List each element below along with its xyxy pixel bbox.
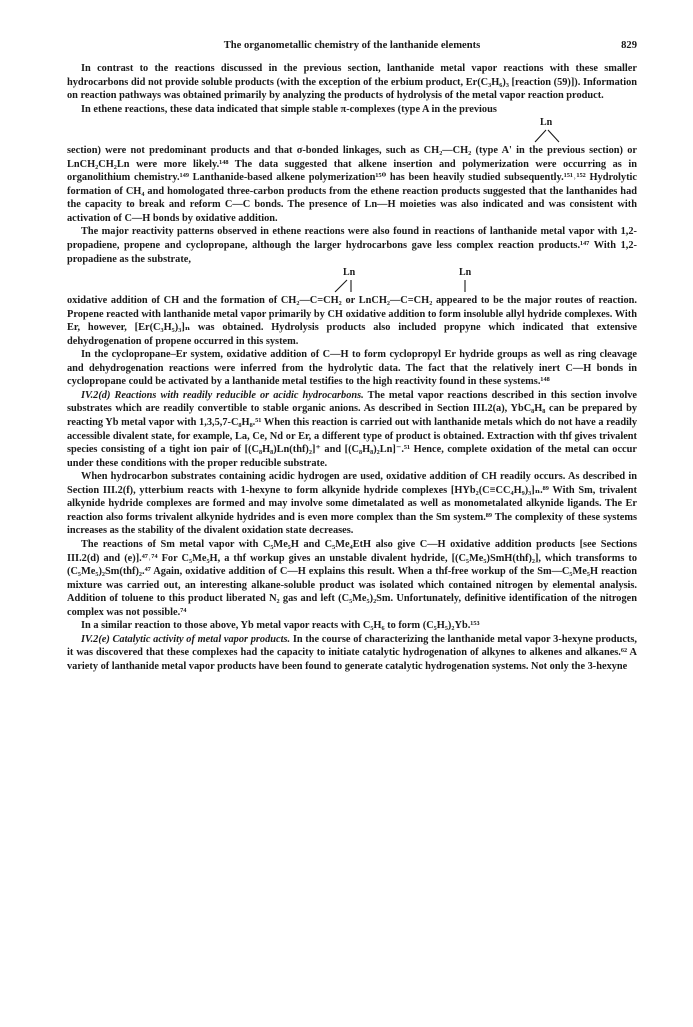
bond-lines-icon	[329, 279, 369, 293]
running-head	[67, 40, 637, 62]
structure-propadiene	[67, 266, 637, 294]
paragraph: section) were not predominant products and that σ-bonded linkages, such as CH₂—CH₂ (type A' in the previous section) or LnCH₂CH₂Ln were more likely.¹⁴⁸ The data suggested that alkene insertion and polymerization were occurring as in organolithium chemistry.¹⁴⁹ Lanthanide-based alkene polymerization¹⁵⁰ has been heavily studied subsequently.¹⁵¹˒¹⁵² Hydrolytic formation of CH₄ and homologated three-carbon products from the ethene reaction products suggested that the lanthanides had the capacity to break and reform C—C bonds. The presence of Ln—H moieties was also indicated and was consistent with activation of C—H bonds by oxidative addition.	[67, 145, 637, 224]
paragraph	[67, 633, 637, 674]
paragraph: In ethene reactions, these data indicated that simple stable π-complexes (type A in the previous	[81, 103, 497, 115]
paragraph: In the cyclopropane–Er system, oxidative addition of C—H to form cyclopropyl Er hydride groups as well as ring cleavage and dehydrogenation reactions were inferred from the hydrolytic data. The fact that the relatively inert C—H bonds in cyclopropane could be activated by a lanthanide metal testifies to the high reactivity found in these systems.¹⁴⁸	[67, 349, 637, 388]
paragraph: In contrast to the reactions discussed in the previous section, lanthanide metal vapor reactions with these smaller hydrocarbons did not provide soluble products (with the exception of the erbium product, Er(C₃H₆)₃ [reaction (59)]). Information on reaction pathways was obtained primarily by analyzing the products of hydrolysis of the metal vapor reaction product.	[67, 63, 637, 102]
paragraph: When hydrocarbon substrates containing acidic hydrogen are used, oxidative addition of CH readily occurs. As described in Section III.2(f), ytterbium reacts with 1-hexyne to form alkynide hydride complexes [HYb₂(C≡CC₄H₉)₃]ₙ.⁸⁹ With Sm, trivalent alkynide hydride complexes are formed and may involve some dimetalated as well as monometalated alkynide ligands. The Er reaction also forms trivalent alkynide hydrides and is even more complex than the Sm system.⁸⁹ The complexity of these systems increases as the stability of the divalent oxidation state decreases.	[67, 471, 637, 537]
section-heading: IV.2(e) Catalytic activity of metal vapor products.	[81, 633, 291, 645]
paragraph-text: The metal vapor reactions described in this section involve substrates which are readily convertible to stable organic anions. As described in Section III.2(a), YbC₈H₈ can be prepared by reacting Yb metal vapor with 1,3,5,7-C₈H₈.⁵¹ When this reaction is carried out with lanthanide metals which do not have a readily accessible divalent state, for example, La, Ce, Nd or Er, a different type of product is obtained. Extraction with thf gives trivalent species consisting of a tight ion pair of [(C₈H₈)Ln(thf)₂]⁺ and [(C₈H₈)₂Ln]⁻.⁵¹ Hence, complete oxidation of the metal can occur under these conditions with the proper reducible substrate.	[67, 389, 638, 469]
paragraph: oxidative addition of CH and the formation of CH₂—C=CH₂ or LnCH₂—C=CH₂ appeared to be the major routes of reaction. Propene reacted with lanthanide metal vapor primarily by CH oxidative addition to form insoluble allyl hydride complexes. With Er, however, [Er(C₃H₅)₃]ₙ was obtained. Hydrolysis products also included propyne which indicated that extensive dehydrogenation of propene occurred in this system.	[67, 295, 637, 347]
structure-label: Ln	[343, 267, 356, 279]
bond-lines-icon	[529, 129, 565, 143]
paragraph: The reactions of Sm metal vapor with C₅Me₅H and C₅Me₄EtH also give C—H oxidative addition products [see Sections III.2(d) and (e)].⁴⁷˒⁷⁴ For C₅Me₅H, a thf workup gives an unstable divalent hydride, [(C₅Me₅)SmH(thf)₂], which transforms to (C₅Me₅)₂Sm(thf)₂.⁴⁷ Again, oxidative addition of C—H explains this result. When a thf-free workup of the Sm—C₅Me₅H reaction mixture was carried out, an interesting alkane-soluble product was isolated which contained nitrogen by elemental analysis. Addition of toluene to this product liberated N₂ gas and left (C₅Me₅)₂Sm. Unfortunately, definitive identification of the nitrogen complex was not possible.⁷⁴	[67, 538, 637, 618]
page	[67, 40, 637, 673]
structure-label: Ln	[459, 267, 472, 279]
page-number: 829	[621, 40, 637, 51]
paragraph: In a similar reaction to those above, Yb metal vapor reacts with C₅H₆ to form (C₅H₅)₂Yb.¹⁵³	[81, 620, 480, 632]
paragraph: The major reactivity patterns observed in ethene reactions were also found in reactions of lanthanide metal vapor with 1,2-propadiene, propene and cyclopropane, although the larger hydrocarbons gave less complex reaction products.¹⁴⁷ With 1,2-propadiene as the substrate,	[67, 226, 637, 265]
bond-line-icon	[453, 279, 477, 293]
paragraph	[67, 389, 637, 470]
section-heading: IV.2(d) Reactions with readily reducible or acidic hydrocarbons.	[81, 389, 364, 401]
running-title: The organometallic chemistry of the lanthanide elements	[223, 40, 481, 51]
paragraph-text: In the course of characterizing the lanthanide metal vapor 3-hexyne products, it was discovered that these complexes had the capacity to initiate catalytic hydrogenation of alkynes to alkenes and alkanes.⁶² A variety of lanthanide metal vapor products have been found to generate catalytic hydrogenation systems. Not only the 3-hexyne	[67, 633, 637, 672]
structure-ln-bridge	[67, 116, 637, 144]
body-text	[67, 62, 637, 673]
structure-label: Ln	[540, 117, 553, 129]
